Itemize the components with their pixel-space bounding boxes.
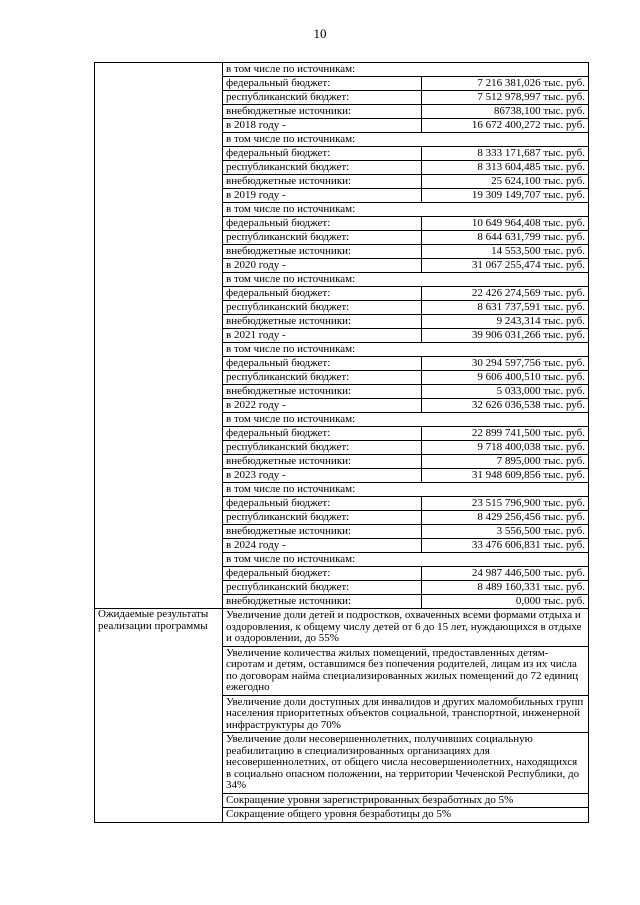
expected-result-text: Увеличение количества жилых помещений, предоставленных детям-сиротам и детям, оставшимся без попечения родителей, лицам из их числа по договорам найма специализированных жилых помещений до 72 единиц ежегодно [223,646,589,695]
source-label: в 2021 году - [223,329,422,343]
source-label: в 2020 году - [223,259,422,273]
source-label: федеральный бюджет: [223,427,422,441]
program-passport-table [94,62,589,823]
expected-result-text: Увеличение доли доступных для инвалидов и других маломобильных групп населения приоритетных объектов социальной, транспортной, инженерной инфраструктуры до 70% [223,695,589,733]
amount-value: 14 553,500 тыс. руб. [422,245,589,259]
source-label: в 2024 году - [223,539,422,553]
source-label: федеральный бюджет: [223,147,422,161]
page-number: 10 [313,26,327,41]
amount-value: 8 313 604,485 тыс. руб. [422,161,589,175]
amount-value: 24 987 446,500 тыс. руб. [422,567,589,581]
financing-section [95,63,589,609]
amount-value: 8 631 737,591 тыс. руб. [422,301,589,315]
source-label: внебюджетные источники: [223,315,422,329]
amount-value: 9 718 400,038 тыс. руб. [422,441,589,455]
sources-heading: в том числе по источникам: [223,273,589,287]
amount-value: 7 216 381,026 тыс. руб. [422,77,589,91]
amount-value: 25 624,100 тыс. руб. [422,175,589,189]
amount-value: 22 899 741,500 тыс. руб. [422,427,589,441]
amount-value: 8 644 631,799 тыс. руб. [422,231,589,245]
amount-value: 5 033,000 тыс. руб. [422,385,589,399]
sources-heading: в том числе по источникам: [223,483,589,497]
expected-results-label: Ожидаемые результаты реализации программы [95,609,223,823]
source-label: республиканский бюджет: [223,581,422,595]
amount-value: 9 606 400,510 тыс. руб. [422,371,589,385]
expected-result-text: Сокращение общего уровня безработицы до 5% [223,808,589,823]
source-label: республиканский бюджет: [223,301,422,315]
source-label: федеральный бюджет: [223,357,422,371]
amount-value: 31 948 609,856 тыс. руб. [422,469,589,483]
source-label: республиканский бюджет: [223,441,422,455]
source-label: в 2023 году - [223,469,422,483]
amount-value: 8 429 256,456 тыс. руб. [422,511,589,525]
expected-results-section [95,609,589,823]
expected-result-text: Увеличение доли детей и подростков, охваченных всеми формами отдыха и оздоровления, к общему числу детей от 6 до 15 лет, нуждающихся в отдыхе и оздоровлении, до 55% [223,609,589,647]
source-label: в 2022 году - [223,399,422,413]
source-label: федеральный бюджет: [223,217,422,231]
source-label: республиканский бюджет: [223,161,422,175]
source-label: федеральный бюджет: [223,77,422,91]
source-label: внебюджетные источники: [223,525,422,539]
sources-heading: в том числе по источникам: [223,553,589,567]
amount-value: 0,000 тыс. руб. [422,595,589,609]
amount-value: 8 333 171,687 тыс. руб. [422,147,589,161]
source-label: внебюджетные источники: [223,455,422,469]
financing-label-cell [95,63,223,609]
source-label: федеральный бюджет: [223,567,422,581]
sources-heading: в том числе по источникам: [223,203,589,217]
amount-value: 10 649 964,408 тыс. руб. [422,217,589,231]
source-label: внебюджетные источники: [223,385,422,399]
sources-heading: в том числе по источникам: [223,63,589,77]
expected-result-row [95,609,589,647]
source-label: республиканский бюджет: [223,231,422,245]
amount-value: 8 489 160,331 тыс. руб. [422,581,589,595]
amount-value: 86738,100 тыс. руб. [422,105,589,119]
amount-value: 33 476 606,831 тыс. руб. [422,539,589,553]
financing-heading-row [95,63,589,77]
source-label: в 2018 году - [223,119,422,133]
source-label: республиканский бюджет: [223,371,422,385]
amount-value: 23 515 796,900 тыс. руб. [422,497,589,511]
amount-value: 39 906 031,266 тыс. руб. [422,329,589,343]
source-label: внебюджетные источники: [223,105,422,119]
source-label: республиканский бюджет: [223,91,422,105]
source-label: в 2019 году - [223,189,422,203]
amount-value: 9 243,314 тыс. руб. [422,315,589,329]
source-label: внебюджетные источники: [223,175,422,189]
sources-heading: в том числе по источникам: [223,133,589,147]
amount-value: 22 426 274,569 тыс. руб. [422,287,589,301]
source-label: федеральный бюджет: [223,497,422,511]
amount-value: 19 309 149,707 тыс. руб. [422,189,589,203]
expected-result-text: Сокращение уровня зарегистрированных безработных до 5% [223,793,589,808]
amount-value: 7 512 978,997 тыс. руб. [422,91,589,105]
expected-result-text: Увеличение доли несовершеннолетних, получивших социальную реабилитацию в специализированных организациях для несовершеннолетних, от общего числа несовершеннолетних, находящихся в социально опасном положении, на территории Чеченской Республики, до 34% [223,733,589,794]
amount-value: 3 556,500 тыс. руб. [422,525,589,539]
source-label: внебюджетные источники: [223,245,422,259]
amount-value: 16 672 400,272 тыс. руб. [422,119,589,133]
amount-value: 32 626 036,538 тыс. руб. [422,399,589,413]
amount-value: 31 067 255,474 тыс. руб. [422,259,589,273]
amount-value: 30 294 597,756 тыс. руб. [422,357,589,371]
amount-value: 7 895,000 тыс. руб. [422,455,589,469]
sources-heading: в том числе по источникам: [223,413,589,427]
sources-heading: в том числе по источникам: [223,343,589,357]
source-label: внебюджетные источники: [223,595,422,609]
source-label: республиканский бюджет: [223,511,422,525]
source-label: федеральный бюджет: [223,287,422,301]
